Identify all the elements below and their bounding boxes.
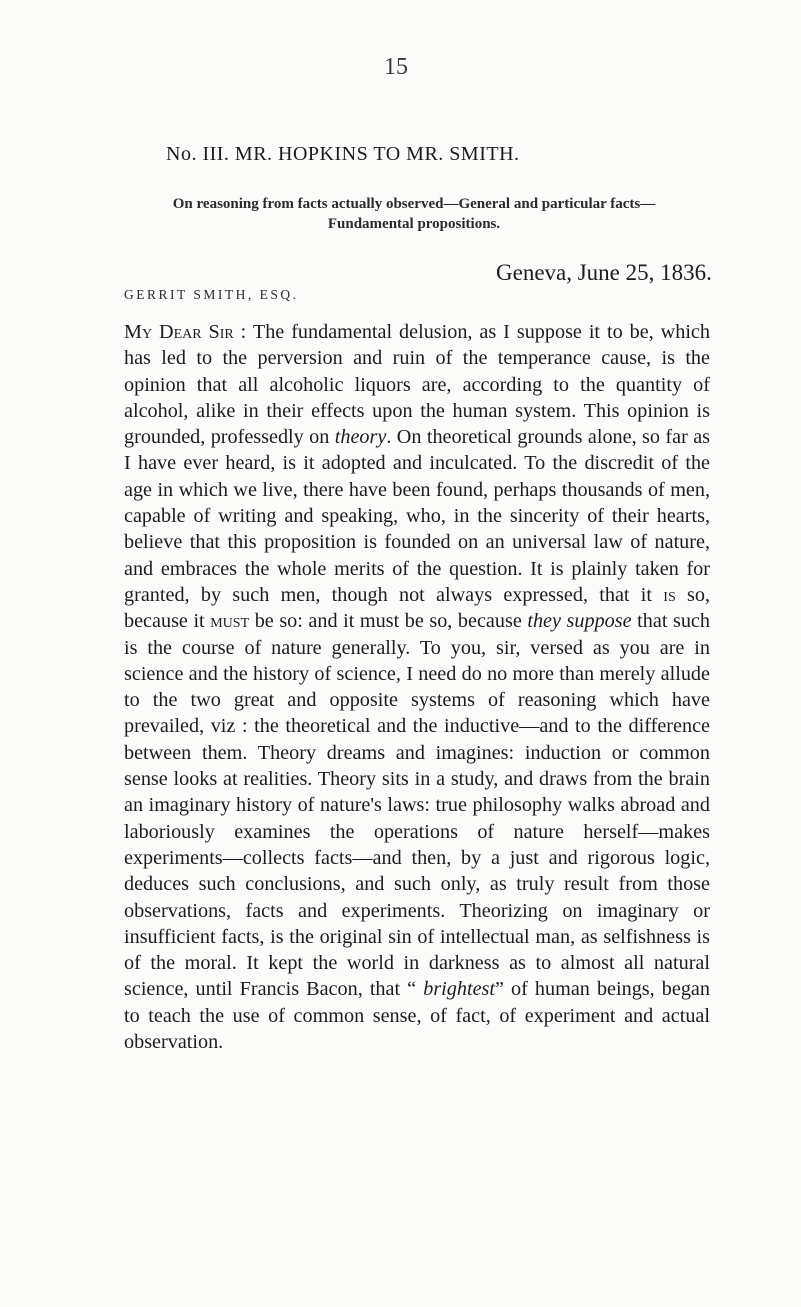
- body-text-2: . On theoretical grounds alone, so far as I have ever heard, is it adopted and inculcated. To the discredit of the age in which we live, there have been found, perhaps thousands of men, capable of writing and speaking, who, in the sincerity of their hearts, believe that this proposition is founded on an universal law of nature, and embraces the whole merits of the question. It is plainly taken for granted, by such men, though not always expressed, that it: [124, 426, 711, 606]
- body-paragraph: [124, 319, 710, 1055]
- body-text-1: The fundamental delusion, as I suppose it to be, which has led to the perversion and ruin of the temperance cause, is the opinion that all alcoholic liquors are, according to the quantity of alcohol, alike in their effects upon the human system. This opinion is grounded, professedly on: [124, 321, 710, 449]
- letter-body: [124, 319, 710, 1055]
- emphasis-brightest: brightest: [423, 978, 495, 1001]
- salutation: My Dear Sir :: [124, 321, 247, 343]
- body-text-6: ” of human beings, began to teach the use of common sense, of fact, of experiment and actual observation.: [124, 978, 710, 1054]
- page-number: 15: [384, 54, 408, 80]
- letter-title: No. III. MR. HOPKINS TO MR. SMITH.: [166, 143, 520, 165]
- emphasis-must: must: [210, 610, 250, 633]
- addressee: GERRIT SMITH, ESQ.: [124, 287, 299, 302]
- emphasis-they-suppose: they suppose: [527, 610, 632, 633]
- letter-subtitle: On reasoning from facts actually observed—General and particular facts—Fundamental propositions.: [172, 196, 656, 232]
- dateline: Geneva, June 25, 1836.: [496, 260, 712, 285]
- emphasis-is: is: [663, 583, 676, 606]
- body-text-5: that such is the course of nature generally. To you, sir, versed as you are in science and the history of science, I need do no more than merely allude to the two great and opposite systems of reasoning which have prevailed, viz : the theoretical and the inductive—and to the difference between them. Theory dreams and imagines: induction or common sense looks at realities. Theory sits in a study, and draws from the brain an imaginary history of nature's laws: true philosophy walks abroad and laboriously examines the operations of nature herself—makes experiments—collects facts—and then, by a just and rigorous logic, deduces such conclusions, and such only, as truly result from those observations, facts and experiments. Theorizing on imaginary or insufficient facts, is the original sin of intellectual man, as selfishness is of the moral. It kept the world in darkness as to almost all natural science, until Francis Bacon, that “: [124, 610, 710, 1001]
- body-text-4: be so: and it must be so, because: [249, 610, 528, 633]
- body-text-3: so, because it: [124, 583, 710, 633]
- emphasis-theory: theory: [334, 426, 387, 449]
